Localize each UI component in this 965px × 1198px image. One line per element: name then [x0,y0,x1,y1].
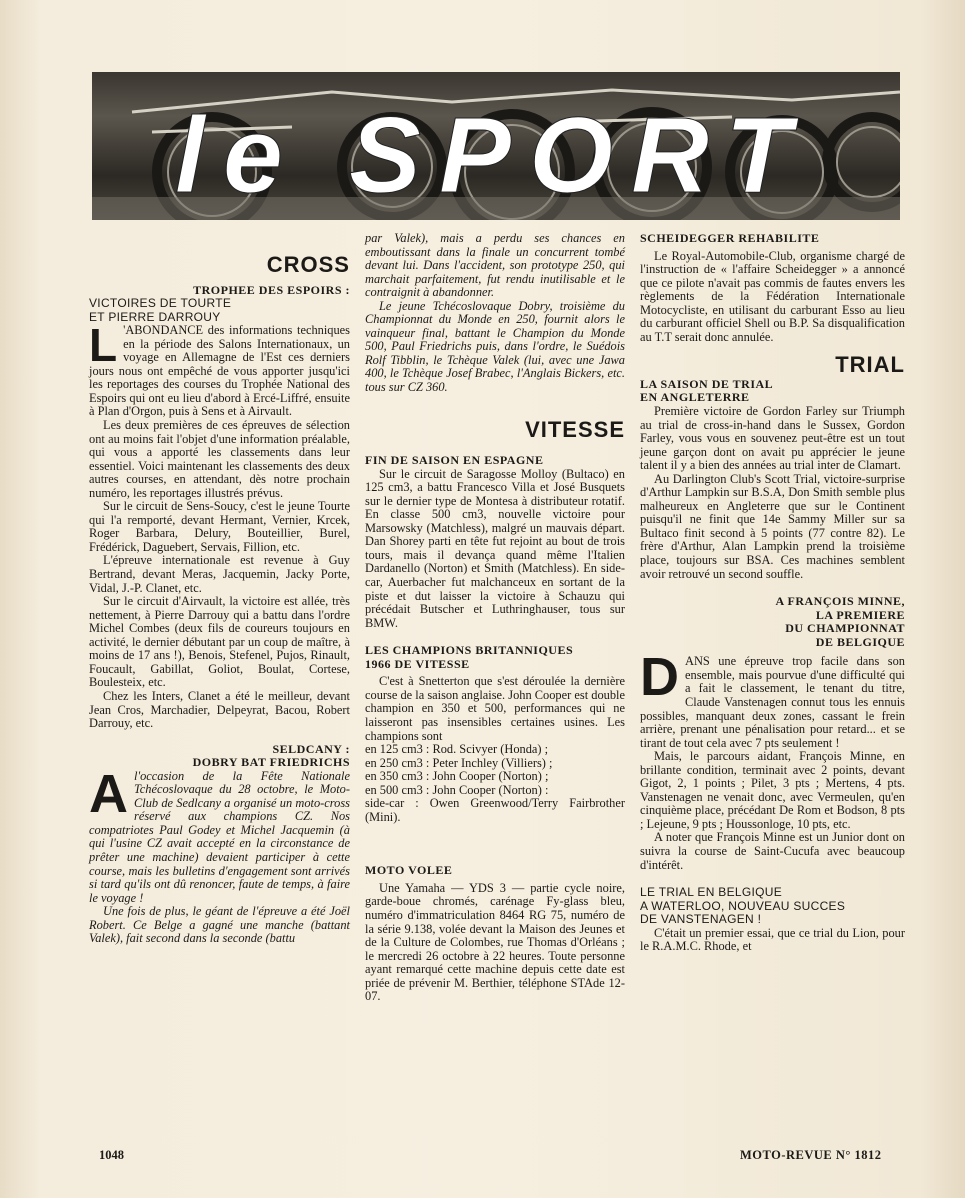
list-item: en 125 cm3 : Rod. Scivyer (Honda) ; [365,742,549,757]
paragraph: C'était un premier essai, que ce trial du Lion, pour le R.A.M.C. Rhode, et [640,925,905,954]
paragraph: Chez les Inters, Clanet a été le meilleur, devant Jean Cros, Marchadier, Delpeyrat, Bacou, Robert Darrouy, etc. [89,688,350,731]
paragraph: Mais, le parcours aidant, François Minne, en brillante condition, terminait avec 2 points, devant Gigot, 2, 1 points ; Pilet, 3 pts ; Mertens, 4 pts. Vanstenagen ne venait donc, avec Vermeulen, qu'en cinquième place, précédant De Rom et Bodson, 8 pts ; Lejeune, 9 pts ; Houssonloge, 10 pts, etc. [640,749,905,831]
paragraph: L'épreuve internationale est revenue à Guy Bertrand, devant Meras, Jacquemin, Jacky Porte, Vidal, J.-P. Clanet, etc. [89,553,350,595]
headline-belgique: DE BELGIQUE [815,634,905,649]
list-item: side-car : Owen Greenwood/Terry Fairbrother (Mini). [365,796,625,824]
headline-waterloo: A WATERLOO, NOUVEAU SUCCES [640,898,846,913]
headline-saison-trial: LA SAISON DE TRIAL [640,376,774,391]
section-cross: CROSS [266,252,350,277]
paragraph: Le Royal-Automobile-Club, organisme chargé de l'instruction de « l'affaire Scheidegger » a annoncé que ce pilote n'avait pas commis de fautes envers les règlements de la Fédération Internationale Motocycliste, en utilisant du carburant Esso au lieu du carburant officiel Shell ou B.P. Sa disqualification au T.T serait donc annulée. [640,248,905,344]
headline-moto-volee: MOTO VOLEE [365,863,453,878]
paragraph: Première victoire de Gordon Farley sur Triumph au trial de cross-in-hand dans le Sussex, Gordon Farley, vous vous en souvenez peut-être est un tout jeune garçon dont on avait pu apprécier le jeune talent il y a bien des années au trial inter de Clamart. [640,404,905,473]
page-number: 1048 [99,1148,124,1162]
headline-angleterre: EN ANGLETERRE [640,390,750,405]
section-trial: TRIAL [835,352,905,378]
paragraph: Les deux premières de ces épreuves de sélection ont au moins fait l'objet d'une information préalable, qui vous a apporté les classements dans leur essentiel. Voici maintenant les classements des deux autres courses, en attendant, dès notre prochain numéro, les reportages illustrés prévus. [89,418,350,500]
paragraph: 'ABONDANCE des informations techniques en la période des Salons Internationaux, un voyage en Allemagne de l'Est ces derniers jours nous ont empêché de vous apporter jusqu'ici les reportages des courses du Trophée National des Espoirs qui ont eu lieu d'abord à Ercé-Liffré, ensuite à Plan d'Orgon, puis à Sens et à Airvault. [89,323,350,419]
paragraph: ANS une épreuve trop facile dans son ensemble, mais pourvue d'une difficulté qui a fait le classement, le tenant du titre, Claude Vanstenagen connut tous les ennuis possibles, manquant deux zones, cassant le frein arrière, prenant une pénalisation pour retard... et se tirant de tout cela avec 7 pts seulement ! [640,654,905,750]
headline-espagne: FIN DE SAISON EN ESPAGNE [365,453,544,468]
list-item: en 350 cm3 : John Cooper (Norton) ; [365,769,549,784]
drop-cap-a: A [89,763,128,824]
sport-banner [92,72,900,220]
banner-title [92,72,900,220]
headline-seldcany: SELDCANY : [272,741,350,756]
headline-champions-year: 1966 DE VITESSE [365,656,470,671]
column-1 [89,232,350,946]
headline-dobry: DOBRY BAT FRIEDRICHS [192,755,350,770]
column-2 [365,232,625,1004]
column-3 [640,232,905,954]
paragraph: Sur le circuit de Saragosse Molloy (Bultaco) en 125 cm3, a battu Francesco Villa et José Busquets sur le dernier type de Montesa à distributeur rotatif. En classe 500 cm3, nouvelle victoire pour Marsowsky (Matchless), malgré un mauvais départ. Dan Shorey parti en tête fut rejoint au bout de trois tours, mais il devança quand même l'Italien Dardanello (Norton) et Smith (Matchless). En side-car, Auerbacher fut malchanceux en sortant de la piste et dut laisser la victoire à Schauzu qui précédait Butscher et Luthringhauser, tous sur BMW. [365,466,625,630]
drop-cap-l: L [89,319,118,372]
headline-champions: LES CHAMPIONS BRITANNIQUES [365,643,574,658]
list-item: en 250 cm3 : Peter Inchley (Villiers) ; [365,755,553,770]
paragraph: C'est à Snetterton que s'est déroulée la dernière course de la saison anglaise. John Cooper est double champion en 350 et 500, performances qui ne laisseront pas insensibles certaines usines. Les champions sont [365,674,625,743]
headline-premiere: LA PREMIERE [815,607,905,622]
subhead-2: ET PIERRE DARROUY [89,309,221,324]
headline-trial-belgique: LE TRIAL EN BELGIQUE [640,885,783,900]
magazine-issue: MOTO-REVUE N° 1812 [740,1148,882,1162]
headline-vanstenagen: DE VANSTENAGEN ! [640,912,762,927]
headline-scheidegger: SCHEIDEGGER REHABILITE [640,231,820,245]
drop-cap-d: D [640,647,679,708]
headline-trophee: TROPHEE DES ESPOIRS : [193,282,350,297]
subhead-1: VICTOIRES DE TOURTE [89,296,232,311]
paragraph: l'occasion de la Fête Nationale Tchécoslovaque du 28 octobre, le Moto-Club de Sedlcany a organisé un moto-cross réservé aux champions CZ. Nos compatriotes Paul Godey et Michel Jacquemin (à qui l'usine CZ avait accepté en la circonstance de prêter une machine) devaient participer à cette course, mais les bulletins d'engagement sont arrivés si tard qu'ils ont dû renoncer, faute de temps, à faire le voyage ! [89,768,350,905]
paragraph: Sur le circuit de Sens-Soucy, c'est le jeune Tourte qui l'a remporté, devant Hermant, Vernier, Krcek, Roger Barbara, Delury, Bouteillier, Burel, Frédérick, Daguebert, Servais, Fillion, etc. [89,499,350,554]
paragraph: Le jeune Tchécoslovaque Dobry, troisième du Championnat du Monde en 250, fournit alors le vainqueur final, battant le Champion du Monde 500, Paul Friedrichs puis, dans l'ordre, le Suédois Rolf Tibblin, le Tchèque Valek (lui, avec une Jawa 400, le Tchèque Josef Brabec, l'Anglais Bickers, etc. tous sur CZ 360. [365,298,625,395]
paragraph: Une Yamaha — YDS 3 — partie cycle noire, garde-boue chromés, carénage Fy-glass bleu, numéro d'immatriculation 8464 RG 75, numéro de la série 9.138, volée devant la Maison des Jeunes et de la Culture de Colombes, rue Thomas d'Orléans ; le mercredi 26 octobre à 22 heures. Toute personne ayant remarqué cette machine depuis cette date est priée de prévenir M. Berthier, téléphone STAde 12-07. [365,880,625,1004]
paragraph: Au Darlington Club's Scott Trial, victoire-surprise d'Arthur Lampkin sur B.S.A, Don Smith semble plus malheureux en Angleterre que sur le Continent puisqu'il ne finit que 14e Sammy Miller sur sa Bultaco finit second à 5 points (77 contre 82). Le frère d'Arthur, Alan Lampkin prend la troisième place, toujours sur BSA. Ces machines semblent avoir retrouvé un second souffle. [640,471,905,581]
section-vitesse: VITESSE [525,416,625,442]
list-item: en 500 cm3 : John Cooper (Norton) : [365,782,549,797]
paragraph: Une fois de plus, le géant de l'épreuve a été Joël Robert. Ce Belge a gagné une manche (battant Valek), fait second dans la seconde (battu [89,904,350,946]
paragraph: Sur le circuit d'Airvault, la victoire est allée, très nettement, à Pierre Darrouy qui a battu dans l'ordre Michel Combes (deux fils de coureurs toujours en activité, le dernier débutant par un coup de maître, à moins de 17 ans !), Benois, Stefenel, Pujos, Rinault, Foucault, Gabillat, Goliot, Boulat, Cortese, Boulesteix, etc. [89,594,350,690]
headline-minne: A FRANÇOIS MINNE, [775,594,905,609]
paragraph: A noter que François Minne est un Junior dont on suivra la course de Saint-Cucufa avec beaucoup d'intérêt. [640,830,905,872]
paragraph: par Valek), mais a perdu ses chances en emboutissant dans la finale un concurrent tombé devant lui. Dans l'accident, son prototype 250, qui marchait parfaitement, fut rendu inutilisable et le contraignit à abandonner. [365,231,625,300]
headline-championnat: DU CHAMPIONNAT [785,621,905,636]
banner-title-text: le SPORT [174,94,810,215]
